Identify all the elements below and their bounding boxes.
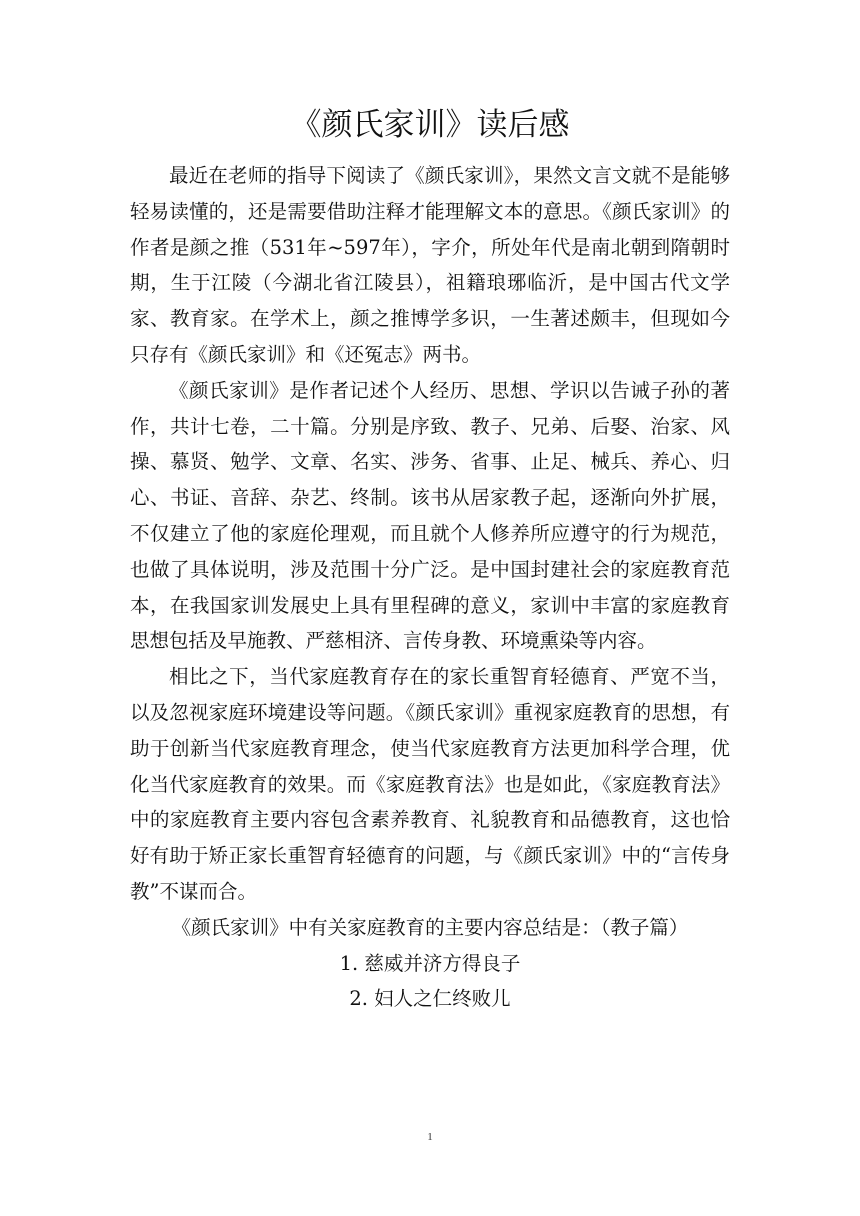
paragraph-book-content: 《颜氏家训》是作者记述个人经历、思想、学识以告诫子孙的著作，共计七卷，二十篇。分别是序致、教子、兄弟、后娶、治家、风操、慕贤、勉学、文章、名实、涉务、省事、止足、械兵、养心、归心、书证、音辞、杂艺、终制。该书从居家教子起，逐渐向外扩展，不仅建立了他的家庭伦理观，而且就个人修养所应遵守的行为规范，也做了具体说明，涉及范围十分广泛。是中国封建社会的家庭教育范本，在我国家训发展史上具有里程碑的意义，家训中丰富的家庭教育思想包括及早施教、严慈相济、言传身教、环境熏染等内容。 (130, 378, 730, 653)
list-item: 1. 慈威并济方得良子 (339, 951, 521, 975)
page-number: 1 (427, 1131, 433, 1143)
list-item: 2. 妇人之仁终败儿 (349, 987, 511, 1011)
paragraph-modern-comparison: 相比之下，当代家庭教育存在的家长重智育轻德育、严宽不当，以及忽视家庭环境建设等问题。《颜氏家训》重视家庭教育的思想，有助于创新当代家庭教育理念，使当代家庭教育方法更加科学合理，优化当代家庭教育的效果。而《家庭教育法》也是如此，《家庭教育法》中的家庭教育主要内容包含素养教育、礼貌教育和品德教育，这也恰好有助于矫正家长重智育轻德育的问题，与《颜氏家训》中的“言传身教”不谋而合。 (130, 665, 730, 903)
document-body (130, 158, 730, 1017)
summary-list (130, 946, 730, 1018)
document-title: 《颜氏家训》读后感 (290, 107, 570, 143)
summary-heading: 《颜氏家训》中有关家庭教育的主要内容总结是：（教子篇） (171, 915, 689, 939)
paragraph-intro: 最近在老师的指导下阅读了《颜氏家训》，果然文言文就不是能够轻易读懂的，还是需要借助注释才能理解文本的意思。《颜氏家训》的作者是颜之推（531年~597年），字介，所处年代是南北朝到隋朝时期，生于江陵（今湖北省江陵县），祖籍琅琊临沂，是中国古代文学家、教育家。在学术上，颜之推博学多识，一生著述颇丰，但现如今只存有《颜氏家训》和《还冤志》两书。 (130, 164, 730, 366)
